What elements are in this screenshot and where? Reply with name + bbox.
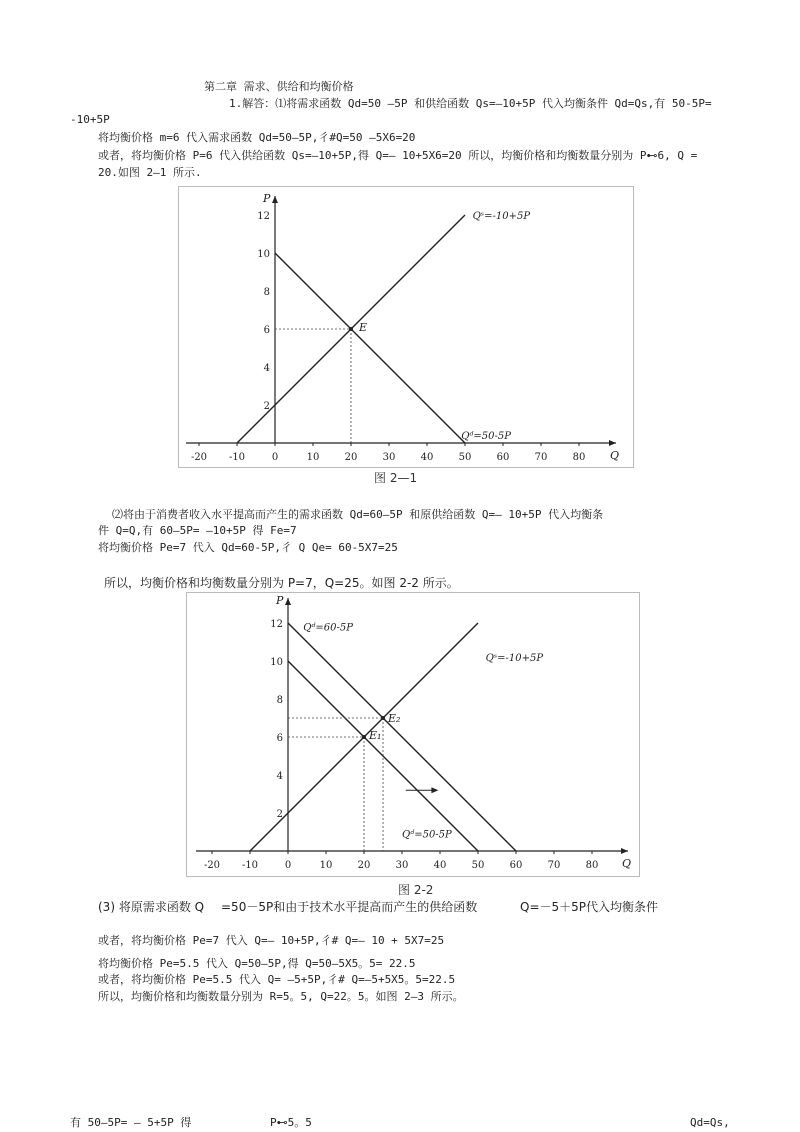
- equilibrium-label-2: E₂: [388, 712, 401, 725]
- text-line-10a: (3) 将原需求函数 Q: [98, 900, 205, 914]
- x-tick-label: 40: [420, 452, 434, 463]
- x-tick-label: 20: [344, 452, 358, 463]
- figure-2-2: [186, 592, 640, 877]
- x-tick-label: 50: [458, 452, 472, 463]
- y-tick-label: 10: [257, 249, 270, 260]
- text-line-5: 20.如图 2—1 所示.: [98, 166, 202, 179]
- x-tick-label: 70: [547, 860, 561, 871]
- x-tick-label: -10: [228, 452, 246, 463]
- footer-text-2: P⊷5。5: [270, 1116, 312, 1129]
- x-axis-label: Q: [610, 449, 620, 462]
- text-line-7: 件 Q=Q,有 60—5P= —10+5P 得 Fe=7: [98, 524, 297, 537]
- x-tick-label: -20: [190, 452, 208, 463]
- figure-2-caption: 图 2-2: [398, 883, 434, 897]
- x-tick-label: 0: [271, 452, 279, 463]
- x-tick-label: -10: [241, 860, 259, 871]
- figure-2-1: [178, 186, 634, 468]
- x-tick-label: 10: [306, 452, 320, 463]
- text-line-9: 所以，均衡价格和均衡数量分别为 P=7，Q=25。如图 2-2 所示。: [104, 576, 459, 590]
- text-line-4: 或者，将均衡价格 P=6 代入供给函数 Qs=—10+5P,得 Q=— 10+5X6=20 所以，均衡价格和均衡数量分别为 P⊷6, Q =: [98, 149, 698, 162]
- x-tick-label: 30: [395, 860, 409, 871]
- y-tick-label: 12: [257, 211, 270, 222]
- y-tick-label: 6: [263, 325, 270, 336]
- x-axis-label: Q: [622, 857, 632, 870]
- chapter-title: 第二章 需求、供给和均衡价格: [204, 80, 354, 93]
- x-tick-label: 10: [319, 860, 333, 871]
- y-tick-label: 4: [276, 771, 283, 782]
- demand-new-label: Qᵈ=60-5P: [303, 622, 353, 634]
- footer-text-3: Qd=Qs,: [690, 1116, 730, 1129]
- x-tick-label: 20: [357, 860, 371, 871]
- y-tick-label: 4: [263, 363, 270, 374]
- equilibrium-point-0: [362, 735, 366, 739]
- y-tick-label: 8: [276, 695, 283, 706]
- text-line-8: 将均衡价格 Pe=7 代入 Qd=60-5P,彳 Q Qe= 60-5X7=25: [98, 541, 398, 554]
- text-line-1: 1.解答：⑴将需求函数 Qd=50 —5P 和供给函数 Qs=—10+5P 代入均衡条件 Qd=Qs,有 50-5P=: [229, 97, 712, 110]
- x-tick-label: 60: [496, 452, 510, 463]
- x-tick-label: 70: [534, 452, 548, 463]
- text-line-10b: =50－5P和由于技术水平提高而产生的供给函数: [221, 900, 478, 914]
- demand-label: Qᵈ=50-5P: [461, 431, 511, 442]
- footer-text-1: 有 50—5P= — 5+5P 得: [70, 1116, 192, 1129]
- text-line-2: -10+5P: [70, 113, 110, 126]
- y-tick-label: 6: [276, 733, 283, 744]
- y-axis-label: P: [276, 594, 284, 607]
- x-tick-label: 0: [284, 860, 292, 871]
- x-tick-label: -20: [203, 860, 221, 871]
- text-line-6: ⑵将由于消费者收入水平提高而产生的需求函数 Qd=60—5P 和原供给函数 Q=— 10+5P 代入均衡条: [112, 508, 604, 521]
- x-tick-label: 40: [433, 860, 447, 871]
- x-tick-label: 50: [471, 860, 485, 871]
- demand-old-label: Qᵈ=50-5P: [402, 829, 452, 841]
- y-axis-label: P: [263, 192, 271, 205]
- text-line-10c: Q=－5＋5P代入均衡条件: [520, 900, 659, 914]
- y-tick-label: 8: [263, 287, 270, 298]
- x-tick-label: 30: [382, 452, 396, 463]
- y-tick-label: 2: [263, 401, 270, 412]
- y-tick-label: 10: [270, 657, 283, 668]
- y-tick-label: 12: [270, 619, 283, 630]
- text-line-13: 或者，将均衡价格 Pe=5.5 代入 Q= —5+5P,彳# Q=—5+5X5。5=22.5: [98, 973, 456, 986]
- supply-label: Qˢ=-10+5P: [485, 653, 544, 664]
- equilibrium-label-1: E₁: [369, 729, 382, 742]
- text-line-3: 将均衡价格 m=6 代入需求函数 Qd=50—5P,彳#Q=50 —5X6=20: [98, 131, 416, 144]
- equilibrium-point-0: [349, 327, 353, 331]
- figure-border: [179, 187, 634, 468]
- equilibrium-point-1: [381, 716, 385, 720]
- x-tick-label: 80: [572, 452, 586, 463]
- text-line-11: 或者，将均衡价格 Pe=7 代入 Q=— 10+5P,彳# Q=— 10 + 5X7=25: [98, 934, 445, 947]
- supply-label: Qˢ=-10+5P: [472, 211, 531, 222]
- text-line-12: 将均衡价格 Pe=5.5 代入 Q=50—5P,得 Q=50—5X5。5= 22.5: [98, 957, 416, 970]
- equilibrium-label: E: [359, 321, 368, 334]
- text-line-14: 所以，均衡价格和均衡数量分别为 R=5。5, Q=22。5。如图 2—3 所示。: [98, 990, 464, 1003]
- x-tick-label: 80: [585, 860, 599, 871]
- figure-1-caption: 图 2—1: [374, 471, 418, 485]
- x-tick-label: 60: [509, 860, 523, 871]
- y-tick-label: 2: [276, 809, 283, 820]
